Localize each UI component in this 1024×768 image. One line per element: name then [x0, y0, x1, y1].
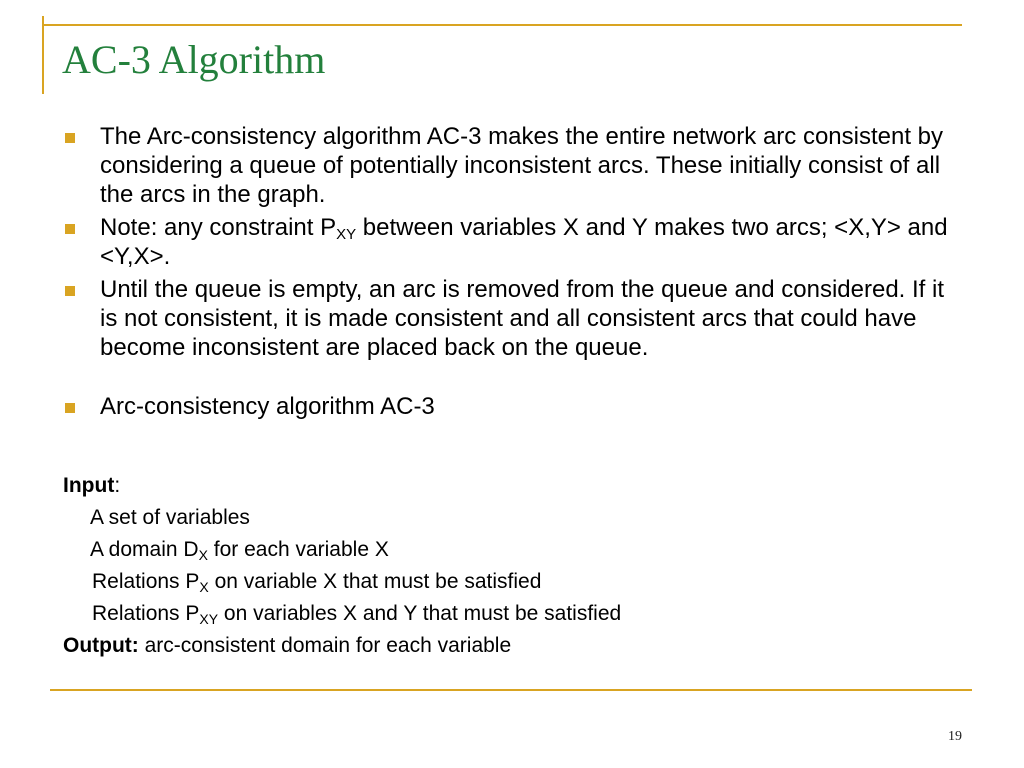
input-label: Input	[63, 474, 115, 497]
frame-top-rule	[42, 24, 962, 26]
subscript: X	[199, 579, 209, 595]
bullet-item	[60, 275, 960, 362]
frame-vertical-rule	[42, 16, 44, 94]
square-bullet-icon	[65, 224, 75, 234]
frame-bottom-rule	[50, 689, 972, 691]
bullet-item	[60, 213, 960, 271]
bullet-text-before: Note: any constraint P	[100, 214, 337, 241]
output-label: Output:	[63, 634, 139, 657]
input-heading	[63, 470, 963, 502]
bullet-text: Until the queue is empty, an arc is removed from the queue and considered. If it is not consistent, it is made consistent and all consistent arcs that could have become inconsistent are placed back on the queue.	[100, 276, 945, 361]
bullet-item	[60, 122, 960, 209]
input-colon: :	[114, 474, 121, 497]
bullet-text: Arc-consistency algorithm AC-3	[100, 393, 435, 420]
square-bullet-icon	[65, 286, 75, 296]
input-text-before: Relations P	[92, 570, 200, 593]
input-text-before: Relations P	[92, 602, 200, 625]
page-number: 19	[948, 729, 962, 744]
slide-title: AC-3 Algorithm	[62, 37, 326, 82]
input-line	[63, 534, 963, 566]
subscript: X	[198, 547, 208, 563]
algorithm-spec	[63, 470, 963, 662]
bullet-text: The Arc-consistency algorithm AC-3 makes the entire network arc consistent by considering a queue of potentially inconsistent arcs. These initially consist of all the arcs in the graph.	[100, 123, 944, 208]
subscript: XY	[199, 611, 219, 627]
input-text-after: on variable X that must be satisfied	[208, 570, 542, 593]
input-line	[63, 566, 963, 598]
bullet-item	[60, 392, 960, 421]
input-line	[63, 502, 963, 534]
subscript: XY	[336, 226, 357, 243]
bullet-list	[60, 122, 960, 425]
output-line	[63, 630, 963, 662]
input-text-before: A domain D	[90, 538, 199, 561]
input-text: A set of variables	[90, 506, 250, 529]
output-text: arc-consistent domain for each variable	[138, 634, 512, 657]
bullet-text-after: between variables X and Y makes two arcs; <X,Y> and <Y,X>.	[100, 214, 948, 270]
input-text-after: for each variable X	[207, 538, 389, 561]
input-line	[63, 598, 963, 630]
input-text-after: on variables X and Y that must be satisfied	[218, 602, 622, 625]
square-bullet-icon	[65, 403, 75, 413]
square-bullet-icon	[65, 133, 75, 143]
